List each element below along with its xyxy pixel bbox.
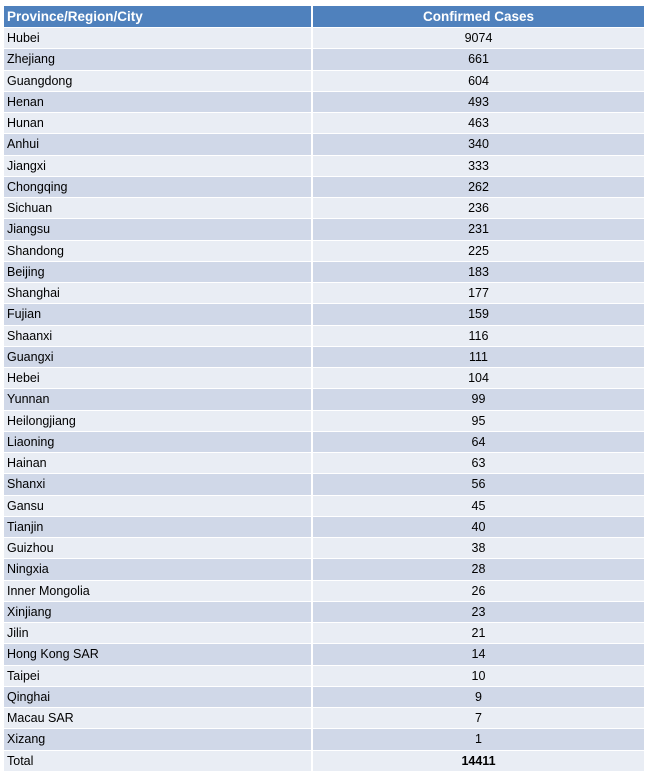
region-name-cell: Sichuan bbox=[4, 198, 313, 219]
region-name-cell: Liaoning bbox=[4, 432, 313, 453]
confirmed-cases-cell: 40 bbox=[313, 517, 644, 538]
table-row bbox=[4, 177, 644, 198]
table-row bbox=[4, 538, 644, 559]
confirmed-cases-cell: 21 bbox=[313, 623, 644, 644]
confirmed-cases-cell: 7 bbox=[313, 708, 644, 729]
confirmed-cases-cell: 95 bbox=[313, 411, 644, 432]
confirmed-cases-cell: 56 bbox=[313, 474, 644, 495]
table-row bbox=[4, 347, 644, 368]
table-row bbox=[4, 283, 644, 304]
table-body bbox=[4, 28, 644, 772]
table-row bbox=[4, 474, 644, 495]
confirmed-cases-cell: 183 bbox=[313, 262, 644, 283]
region-name-cell: Gansu bbox=[4, 496, 313, 517]
table-row bbox=[4, 92, 644, 113]
region-name-cell: Henan bbox=[4, 92, 313, 113]
confirmed-cases-cell: 177 bbox=[313, 283, 644, 304]
confirmed-cases-cell: 604 bbox=[313, 71, 644, 92]
region-name-cell: Jiangsu bbox=[4, 219, 313, 240]
table-header-row bbox=[4, 6, 644, 28]
confirmed-cases-cell: 9 bbox=[313, 687, 644, 708]
cases-table-container bbox=[4, 6, 644, 772]
confirmed-cases-cell: 10 bbox=[313, 666, 644, 687]
region-name-cell: Shaanxi bbox=[4, 326, 313, 347]
confirmed-cases-cell: 340 bbox=[313, 134, 644, 155]
confirmed-cases-cell: 661 bbox=[313, 49, 644, 70]
confirmed-cases-cell: 236 bbox=[313, 198, 644, 219]
confirmed-cases-cell: 225 bbox=[313, 241, 644, 262]
column-header-cases: Confirmed Cases bbox=[313, 6, 644, 28]
region-name-cell: Zhejiang bbox=[4, 49, 313, 70]
table-row bbox=[4, 496, 644, 517]
table-row bbox=[4, 708, 644, 729]
region-name-cell: Xizang bbox=[4, 729, 313, 750]
confirmed-cases-cell: 333 bbox=[313, 156, 644, 177]
confirmed-cases-cell: 104 bbox=[313, 368, 644, 389]
table-row bbox=[4, 134, 644, 155]
confirmed-cases-cell: 111 bbox=[313, 347, 644, 368]
table-row bbox=[4, 623, 644, 644]
region-name-cell: Inner Mongolia bbox=[4, 581, 313, 602]
confirmed-cases-cell: 23 bbox=[313, 602, 644, 623]
region-name-cell: Guangdong bbox=[4, 71, 313, 92]
table-row bbox=[4, 666, 644, 687]
region-name-cell: Guangxi bbox=[4, 347, 313, 368]
table-row bbox=[4, 602, 644, 623]
region-name-cell: Jilin bbox=[4, 623, 313, 644]
region-name-cell: Anhui bbox=[4, 134, 313, 155]
region-name-cell: Guizhou bbox=[4, 538, 313, 559]
region-name-cell: Qinghai bbox=[4, 687, 313, 708]
table-row bbox=[4, 326, 644, 347]
table-row bbox=[4, 28, 644, 49]
table-row bbox=[4, 389, 644, 410]
region-name-cell: Chongqing bbox=[4, 177, 313, 198]
confirmed-cases-cell: 14 bbox=[313, 644, 644, 665]
region-name-cell: Xinjiang bbox=[4, 602, 313, 623]
table-row bbox=[4, 71, 644, 92]
region-name-cell: Macau SAR bbox=[4, 708, 313, 729]
confirmed-cases-cell: 63 bbox=[313, 453, 644, 474]
confirmed-cases-cell: 64 bbox=[313, 432, 644, 453]
table-row bbox=[4, 432, 644, 453]
region-name-cell: Shanghai bbox=[4, 283, 313, 304]
region-name-cell: Tianjin bbox=[4, 517, 313, 538]
confirmed-cases-cell: 99 bbox=[313, 389, 644, 410]
region-name-cell: Shandong bbox=[4, 241, 313, 262]
confirmed-cases-cell: 28 bbox=[313, 559, 644, 580]
total-value: 14411 bbox=[313, 751, 644, 772]
region-name-cell: Hebei bbox=[4, 368, 313, 389]
region-name-cell: Taipei bbox=[4, 666, 313, 687]
confirmed-cases-cell: 45 bbox=[313, 496, 644, 517]
region-name-cell: Fujian bbox=[4, 304, 313, 325]
region-name-cell: Heilongjiang bbox=[4, 411, 313, 432]
table-row bbox=[4, 49, 644, 70]
table-row bbox=[4, 559, 644, 580]
table-row bbox=[4, 219, 644, 240]
table-row bbox=[4, 729, 644, 750]
confirmed-cases-cell: 463 bbox=[313, 113, 644, 134]
column-header-region: Province/Region/City bbox=[4, 6, 313, 28]
table-row bbox=[4, 581, 644, 602]
region-name-cell: Hunan bbox=[4, 113, 313, 134]
region-name-cell: Jiangxi bbox=[4, 156, 313, 177]
region-name-cell: Hubei bbox=[4, 28, 313, 49]
table-row bbox=[4, 411, 644, 432]
confirmed-cases-cell: 159 bbox=[313, 304, 644, 325]
total-label: Total bbox=[4, 751, 313, 772]
table-row bbox=[4, 517, 644, 538]
table-row bbox=[4, 113, 644, 134]
region-name-cell: Ningxia bbox=[4, 559, 313, 580]
table-row bbox=[4, 644, 644, 665]
confirmed-cases-cell: 9074 bbox=[313, 28, 644, 49]
table-row bbox=[4, 687, 644, 708]
table-row bbox=[4, 262, 644, 283]
region-name-cell: Shanxi bbox=[4, 474, 313, 495]
table-row bbox=[4, 241, 644, 262]
confirmed-cases-cell: 231 bbox=[313, 219, 644, 240]
confirmed-cases-cell: 1 bbox=[313, 729, 644, 750]
confirmed-cases-table bbox=[4, 6, 644, 772]
table-row bbox=[4, 453, 644, 474]
region-name-cell: Hainan bbox=[4, 453, 313, 474]
region-name-cell: Yunnan bbox=[4, 389, 313, 410]
region-name-cell: Hong Kong SAR bbox=[4, 644, 313, 665]
confirmed-cases-cell: 26 bbox=[313, 581, 644, 602]
table-row bbox=[4, 304, 644, 325]
table-row bbox=[4, 368, 644, 389]
table-row bbox=[4, 156, 644, 177]
region-name-cell: Beijing bbox=[4, 262, 313, 283]
confirmed-cases-cell: 38 bbox=[313, 538, 644, 559]
confirmed-cases-cell: 262 bbox=[313, 177, 644, 198]
table-row bbox=[4, 198, 644, 219]
confirmed-cases-cell: 493 bbox=[313, 92, 644, 113]
total-row bbox=[4, 751, 644, 772]
confirmed-cases-cell: 116 bbox=[313, 326, 644, 347]
